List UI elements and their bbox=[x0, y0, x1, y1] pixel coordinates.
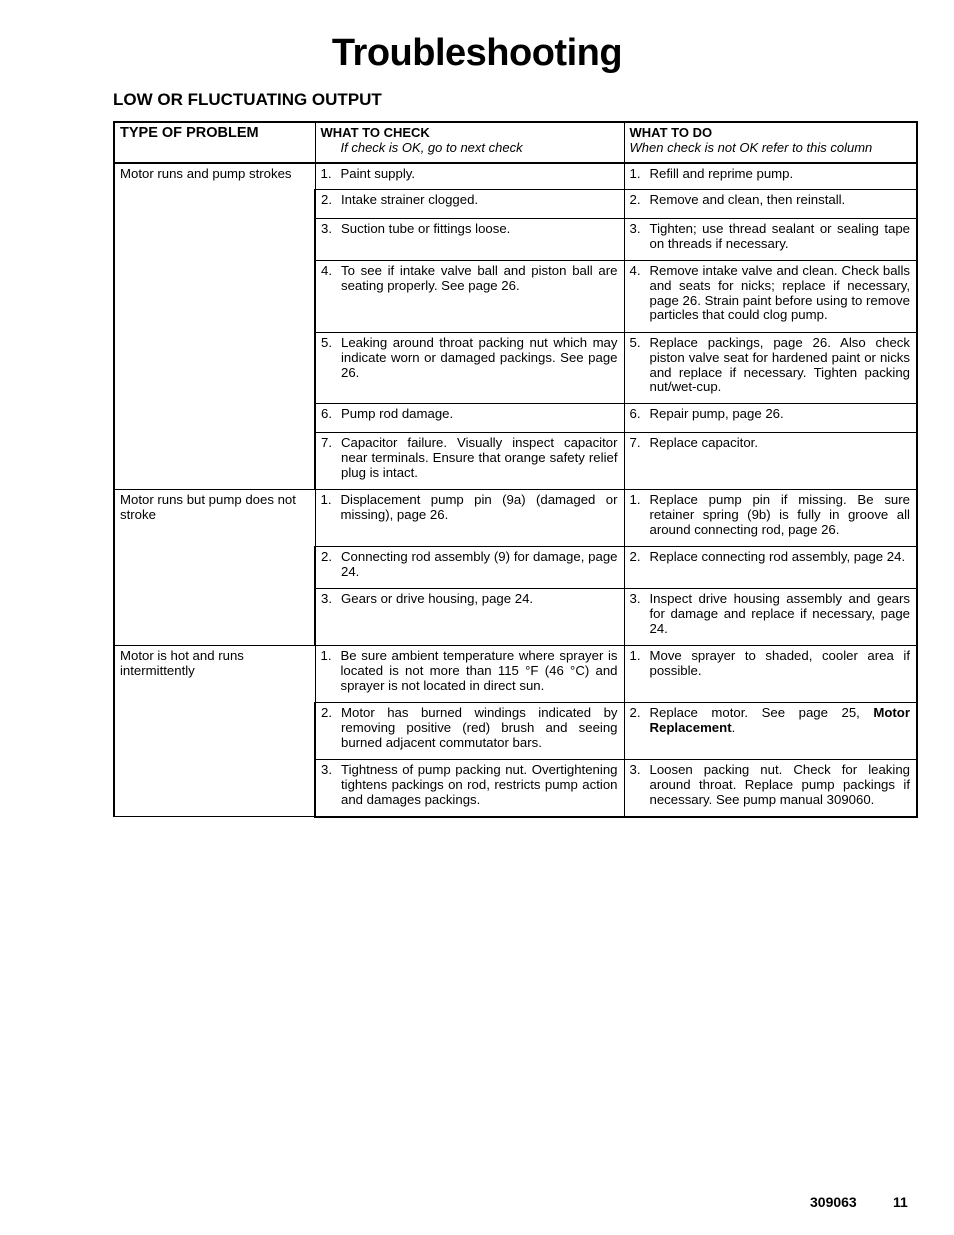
action-text: Repair pump, page 26. bbox=[649, 406, 784, 422]
action-text: Remove and clean, then reinstall. bbox=[649, 192, 846, 208]
check-cell bbox=[315, 646, 624, 703]
action-cell bbox=[624, 219, 917, 261]
problem-cell bbox=[114, 490, 315, 646]
check-text: Tightness of pump packing nut. Overtightening tightens packings on rod, restricts pump action and damages packings. bbox=[341, 762, 618, 807]
page-number: 11 bbox=[893, 1194, 908, 1210]
header-what-to-check bbox=[315, 122, 624, 163]
document-number: 309063 bbox=[810, 1194, 857, 1210]
check-text: To see if intake valve ball and piston ball are seating properly. See page 26. bbox=[341, 263, 618, 293]
check-text: Suction tube or fittings loose. bbox=[341, 221, 511, 237]
check-cell bbox=[315, 547, 624, 589]
action-text: Tighten; use thread sealant or sealing tape on threads if necessary. bbox=[649, 221, 910, 251]
action-number: 6. bbox=[629, 406, 641, 422]
check-number: 7. bbox=[321, 435, 332, 451]
action-text: Replace pump pin if missing. Be sure retainer spring (9b) is fully in groove all around connecting rod, page 26. bbox=[649, 492, 910, 537]
action-number: 4. bbox=[629, 263, 641, 279]
action-cell bbox=[624, 547, 917, 589]
check-cell bbox=[315, 760, 624, 817]
action-cell bbox=[624, 190, 917, 219]
table-row bbox=[114, 163, 917, 190]
check-text: Be sure ambient temperature where sprayer is located is not more than 115 °F (46 °C) and sprayer is not located in direct sun. bbox=[340, 648, 618, 693]
section-title: LOW OR FLUCTUATING OUTPUT bbox=[113, 90, 382, 109]
check-text: Motor has burned windings indicated by removing positive (red) brush and seeing burned adjacent commutator bars. bbox=[341, 705, 618, 750]
check-text: Capacitor failure. Visually inspect capacitor near terminals. Ensure that orange safety relief plug is intact. bbox=[341, 435, 618, 480]
check-text: Leaking around throat packing nut which may indicate worn or damaged packings. See page 26. bbox=[341, 335, 618, 380]
check-text: Connecting rod assembly (9) for damage, page 24. bbox=[341, 549, 618, 579]
action-cell bbox=[624, 404, 917, 433]
action-text-post: . bbox=[731, 719, 736, 735]
action-text: Refill and reprime pump. bbox=[649, 165, 794, 181]
check-cell bbox=[315, 219, 624, 261]
check-text: Intake strainer clogged. bbox=[341, 192, 479, 208]
header-col2-label: WHAT TO CHECK bbox=[320, 125, 430, 140]
check-cell bbox=[315, 333, 624, 404]
check-cell bbox=[315, 190, 624, 219]
action-number: 1. bbox=[629, 492, 641, 508]
check-number: 3. bbox=[321, 762, 332, 778]
header-col2-sublabel: If check is OK, go to next check bbox=[340, 139, 523, 155]
action-number: 3. bbox=[629, 591, 641, 607]
check-cell bbox=[315, 261, 624, 333]
action-number: 2. bbox=[629, 705, 641, 721]
action-text: Remove intake valve and clean. Check balls and seats for nicks; replace if necessary, page 26. Strain paint before using to remove particles that could clog pump. bbox=[649, 263, 910, 323]
action-text: Move sprayer to shaded, cooler area if possible. bbox=[649, 648, 910, 678]
action-cell bbox=[624, 333, 917, 404]
action-cell bbox=[624, 703, 917, 760]
check-text: Paint supply. bbox=[340, 165, 416, 181]
action-number: 2. bbox=[629, 192, 641, 208]
action-text: Loosen packing nut. Check for leaking around throat. Replace pump packings if necessary. See pump manual 309060. bbox=[649, 762, 910, 807]
check-number: 3. bbox=[321, 591, 332, 607]
header-type-of-problem bbox=[114, 122, 315, 163]
action-cell bbox=[624, 433, 917, 490]
action-cell bbox=[624, 589, 917, 646]
action-cell bbox=[624, 163, 917, 190]
action-cell bbox=[624, 490, 917, 547]
check-number: 6. bbox=[321, 406, 332, 422]
check-number: 2. bbox=[321, 705, 332, 721]
problem-cell bbox=[114, 163, 315, 490]
header-col3-label: WHAT TO DO bbox=[629, 125, 713, 140]
action-number: 1. bbox=[629, 165, 641, 181]
check-text: Pump rod damage. bbox=[341, 406, 454, 422]
header-col1-label: TYPE OF PROBLEM bbox=[120, 125, 259, 141]
check-number: 4. bbox=[321, 263, 332, 279]
action-cell bbox=[624, 760, 917, 817]
check-cell bbox=[315, 703, 624, 760]
header-col3-sublabel: When check is not OK refer to this column bbox=[629, 139, 873, 155]
action-number: 1. bbox=[629, 648, 641, 664]
action-text-pre: Replace motor. See page 25, bbox=[649, 705, 874, 721]
page-title: Troubleshooting bbox=[331, 32, 623, 74]
action-number: 3. bbox=[629, 221, 641, 237]
table-row bbox=[114, 490, 917, 547]
check-cell bbox=[315, 433, 624, 490]
problem-label: Motor is hot and runs intermittently bbox=[120, 648, 244, 678]
header-what-to-do bbox=[624, 122, 917, 163]
problem-label: Motor runs but pump does not stroke bbox=[120, 492, 296, 522]
action-text: Replace capacitor. bbox=[649, 435, 758, 451]
action-number: 7. bbox=[629, 435, 641, 451]
check-number: 2. bbox=[321, 549, 332, 565]
check-cell bbox=[315, 404, 624, 433]
check-number: 1. bbox=[320, 492, 332, 508]
check-cell bbox=[315, 589, 624, 646]
problem-label: Motor runs and pump strokes bbox=[120, 165, 292, 181]
check-number: 5. bbox=[321, 335, 332, 351]
action-text: Replace connecting rod assembly, page 24. bbox=[649, 549, 906, 565]
check-number: 3. bbox=[321, 221, 332, 237]
action-text bbox=[650, 705, 911, 735]
troubleshooting-table bbox=[113, 121, 918, 818]
action-text: Inspect drive housing assembly and gears for damage and replace if necessary, page 24. bbox=[649, 591, 910, 636]
action-number: 5. bbox=[629, 335, 641, 351]
action-cell bbox=[624, 646, 917, 703]
check-number: 1. bbox=[320, 648, 332, 664]
check-cell bbox=[315, 490, 624, 547]
table-header-row bbox=[114, 122, 917, 163]
check-number: 1. bbox=[320, 165, 332, 181]
action-number: 3. bbox=[629, 762, 641, 778]
action-cell bbox=[624, 261, 917, 333]
check-number: 2. bbox=[321, 192, 332, 208]
check-text: Gears or drive housing, page 24. bbox=[341, 591, 534, 607]
action-text: Replace packings, page 26. Also check piston valve seat for hardened paint or nicks and replace if necessary. Tighten packing nut/wet-cup. bbox=[649, 335, 910, 395]
motor-replacement-reference: Motor Replacement bbox=[649, 705, 910, 735]
check-cell bbox=[315, 163, 624, 190]
table-row bbox=[114, 646, 917, 703]
action-number: 2. bbox=[629, 549, 641, 565]
check-text: Displacement pump pin (9a) (damaged or missing), page 26. bbox=[340, 492, 618, 522]
problem-cell bbox=[114, 646, 315, 817]
